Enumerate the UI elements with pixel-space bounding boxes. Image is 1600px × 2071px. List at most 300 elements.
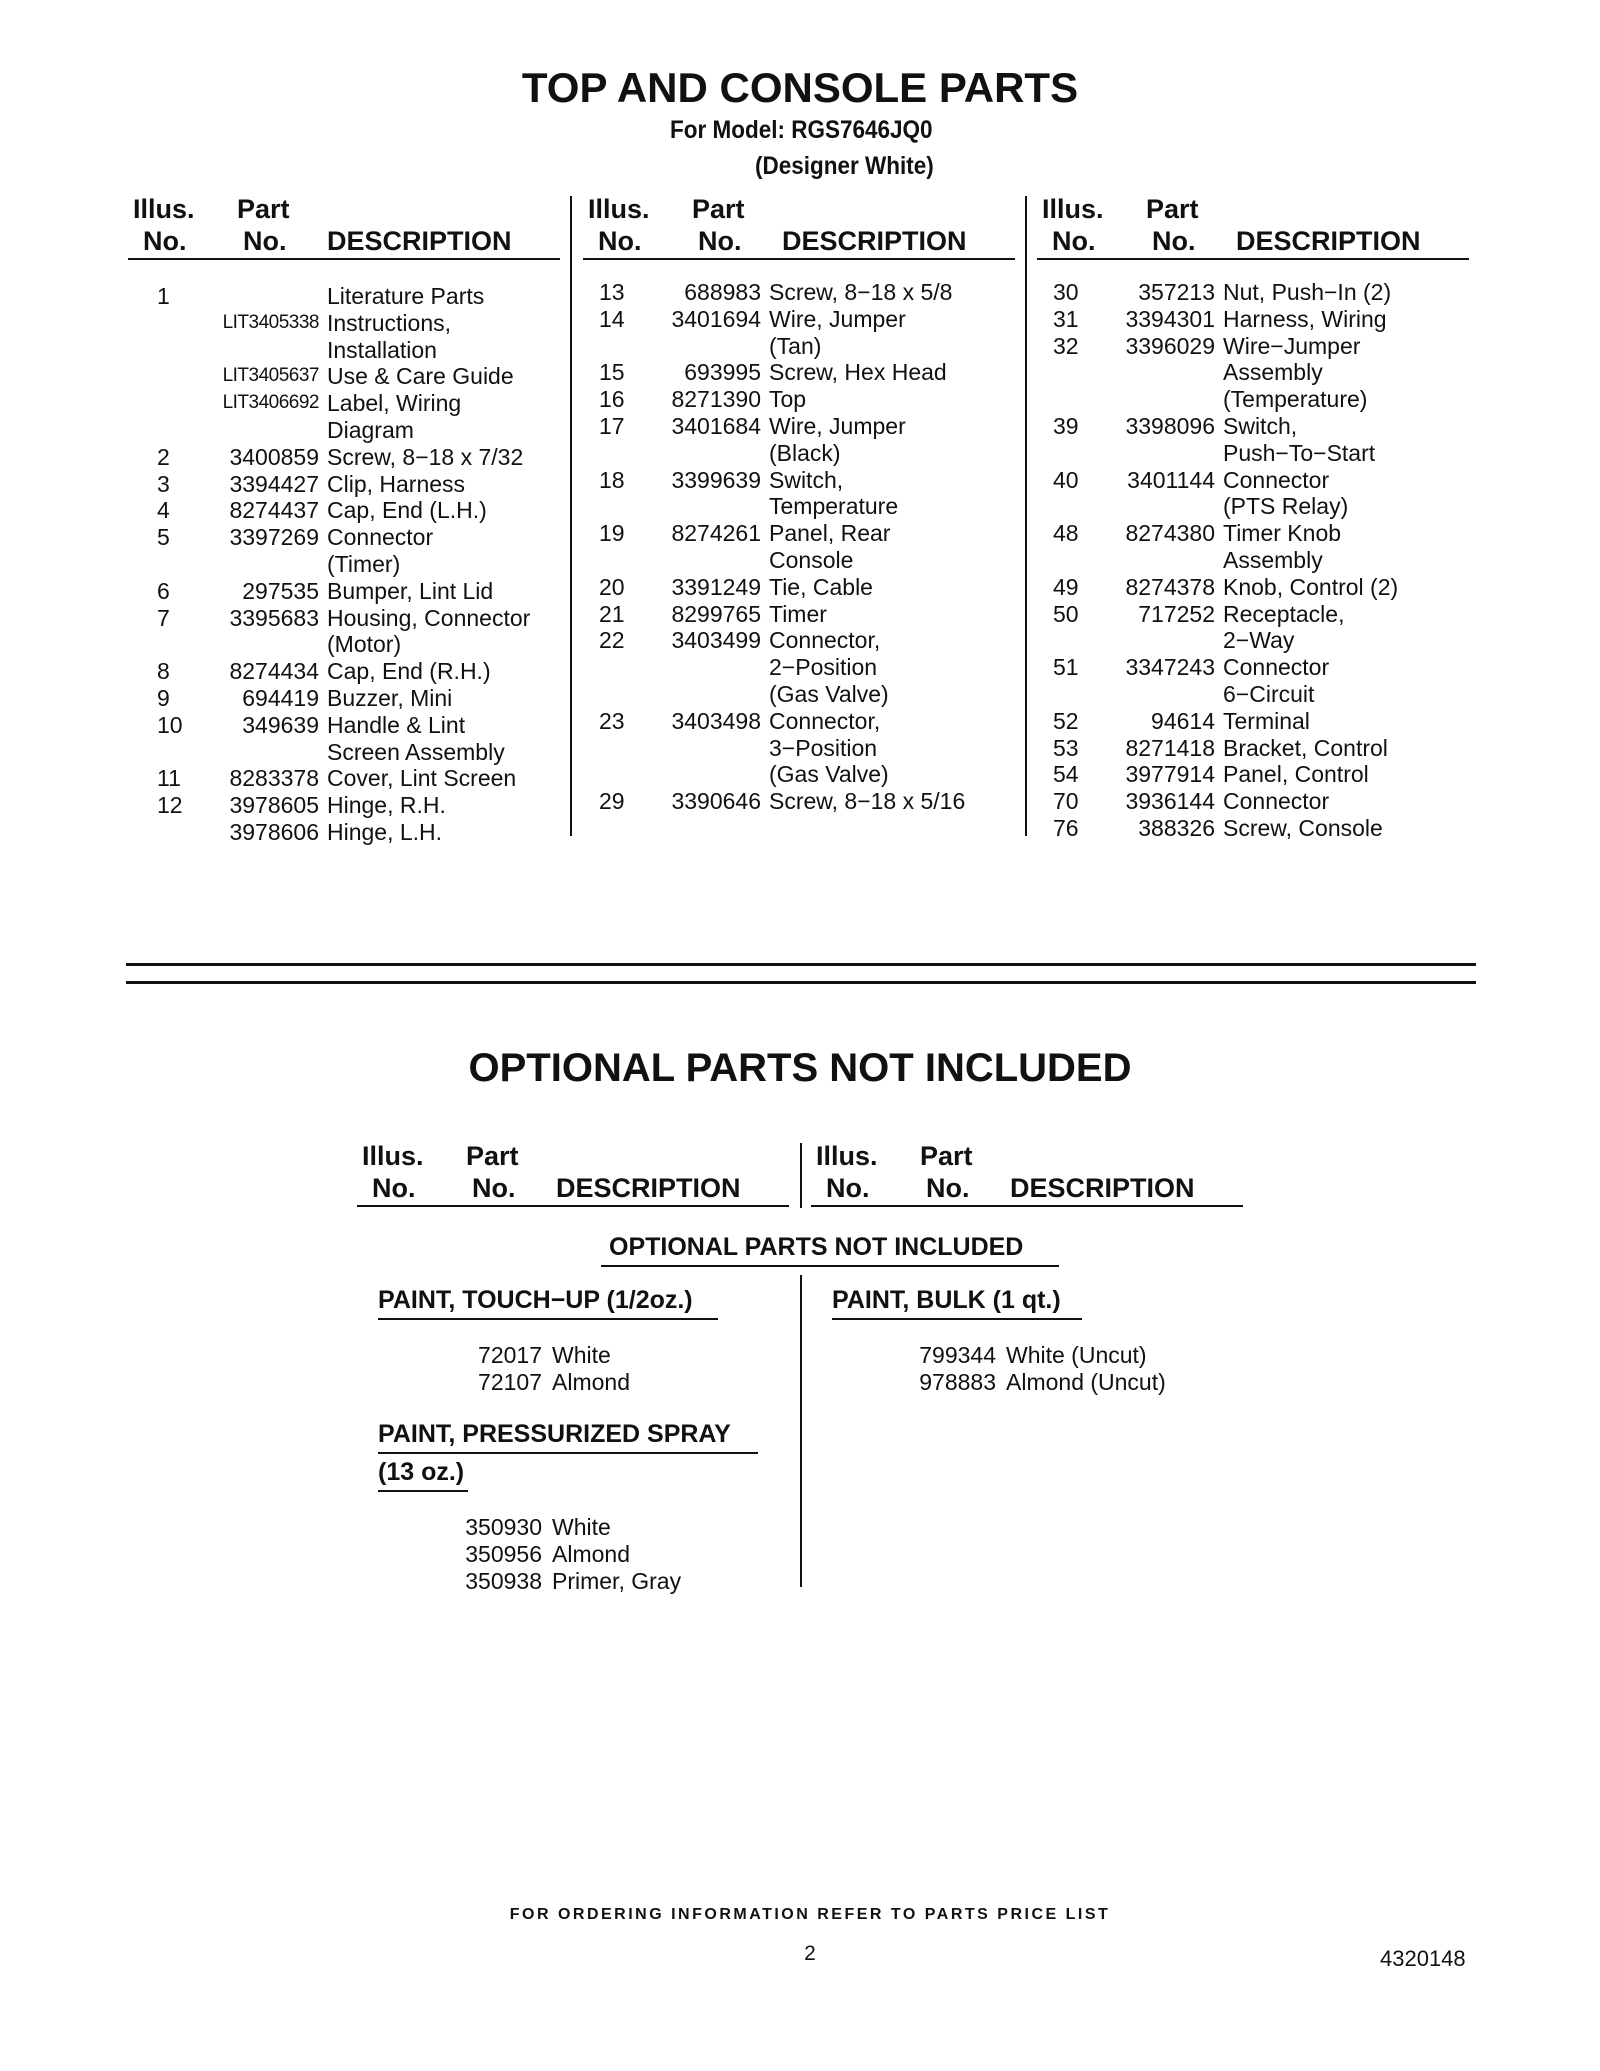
- illus-number: 49: [1053, 573, 1079, 600]
- description-line: Cover, Lint Screen: [327, 765, 517, 792]
- description-line: Hinge, L.H.: [327, 818, 443, 845]
- part-description: [327, 444, 567, 471]
- part-description: [769, 413, 1019, 467]
- header-description: DESCRIPTION: [327, 226, 512, 256]
- description-line: (Temperature): [1223, 386, 1368, 413]
- parts-row: [157, 819, 567, 846]
- description-line: Push−To−Start: [1223, 439, 1376, 466]
- part-number: 297535: [242, 577, 319, 604]
- parts-row: [157, 497, 567, 524]
- illus-number: 16: [599, 386, 625, 413]
- illus-number: 2: [157, 443, 170, 470]
- description-line: Wire, Jumper: [769, 412, 906, 439]
- parts-row: [157, 765, 567, 792]
- header-part: Part: [1146, 194, 1199, 224]
- part-number: 349639: [242, 711, 319, 738]
- parts-row: [1053, 574, 1473, 601]
- header-illus-no: No.: [372, 1173, 416, 1203]
- parts-row: [1053, 735, 1473, 762]
- illus-number: 20: [599, 573, 625, 600]
- description-line: (Tan): [769, 332, 822, 359]
- parts-row: [599, 574, 1019, 601]
- description-line: 6−Circuit: [1223, 680, 1315, 707]
- illus-number: 31: [1053, 305, 1079, 332]
- part-number: 350930: [465, 1514, 542, 1540]
- part-number: 8271418: [1125, 734, 1215, 761]
- illus-number: 76: [1053, 814, 1079, 841]
- part-number: 3396029: [1125, 332, 1215, 359]
- description-line: Screw, 8−18 x 7/32: [327, 443, 524, 470]
- description-line: Cap, End (R.H.): [327, 658, 491, 685]
- illus-number: 52: [1053, 707, 1079, 734]
- part-description: [769, 520, 1019, 574]
- part-description: [1223, 735, 1473, 762]
- parts-row: [157, 444, 567, 471]
- part-number: 3978606: [229, 818, 319, 845]
- description-line: (Motor): [327, 631, 402, 658]
- parts-list-column-3: [1053, 279, 1473, 842]
- header-illus: Illus.: [362, 1141, 424, 1171]
- illus-number: 22: [599, 627, 625, 654]
- part-number: 72017: [478, 1342, 542, 1368]
- parts-row: [1053, 279, 1473, 306]
- bulk-heading: PAINT, BULK (1 qt.): [832, 1286, 1061, 1314]
- description-line: Buzzer, Mini: [327, 684, 453, 711]
- description-line: Terminal: [1223, 707, 1310, 734]
- description-line: Housing, Connector: [327, 604, 531, 631]
- part-number: 3978605: [229, 792, 319, 819]
- part-number: 688983: [684, 279, 761, 305]
- description-line: Handle & Lint: [327, 711, 466, 738]
- illus-number: 21: [599, 600, 625, 627]
- header-illus: Illus.: [133, 194, 195, 224]
- section-divider-top: [126, 963, 1476, 966]
- header-part: Part: [237, 194, 290, 224]
- part-number: 694419: [242, 684, 319, 711]
- part-number: 3403498: [671, 707, 761, 734]
- parts-row: [1053, 708, 1473, 735]
- parts-row: [1053, 788, 1473, 815]
- part-number: 3397269: [229, 524, 319, 551]
- description-line: Use & Care Guide: [327, 363, 514, 390]
- header-underline: [128, 258, 560, 260]
- part-number: 8274378: [1125, 573, 1215, 600]
- part-number: 72107: [478, 1368, 542, 1395]
- part-description: [327, 792, 567, 819]
- part-description: [769, 708, 1019, 788]
- parts-row: [599, 413, 1019, 467]
- description-line: 2−Position: [769, 654, 878, 681]
- header-underline: [811, 1205, 1243, 1207]
- description-line: Diagram: [327, 416, 414, 443]
- description-line: Wire−Jumper: [1223, 332, 1361, 359]
- parts-row: [599, 306, 1019, 360]
- model-line: For Model: RGS7646JQ0: [670, 116, 933, 144]
- illus-number: 32: [1053, 332, 1079, 359]
- part-number: 8283378: [229, 765, 319, 792]
- part-description: [327, 819, 567, 846]
- illus-number: 54: [1053, 761, 1079, 788]
- description-line: Instructions,: [327, 309, 451, 336]
- part-description: [769, 279, 1019, 306]
- parts-row: [157, 658, 567, 685]
- header-part-no: No.: [1152, 226, 1196, 256]
- part-description: [327, 497, 567, 524]
- illus-number: 13: [599, 279, 625, 305]
- illus-number: [157, 819, 207, 846]
- parts-row: [157, 578, 567, 605]
- part-number: 94614: [1151, 707, 1215, 734]
- illus-number: 53: [1053, 734, 1079, 761]
- part-description: [769, 574, 1019, 601]
- part-number: 3391249: [671, 573, 761, 600]
- part-number: 3401684: [671, 412, 761, 439]
- part-description: [769, 467, 1019, 521]
- illus-number: 7: [157, 604, 170, 631]
- parts-list-column-2: [599, 279, 1019, 815]
- illus-number: 3: [157, 470, 170, 497]
- header-illus-no: No.: [1052, 226, 1096, 256]
- header-part: Part: [692, 194, 745, 224]
- illus-number: 11: [157, 765, 181, 792]
- parts-list-column-1: [157, 283, 567, 846]
- parts-row: [1053, 761, 1473, 788]
- part-description: [769, 306, 1019, 360]
- header-underline: [357, 1205, 789, 1207]
- part-number: 3390646: [671, 788, 761, 815]
- part-description: [327, 310, 567, 364]
- part-number: 8299765: [671, 600, 761, 627]
- description-line: (PTS Relay): [1223, 493, 1349, 520]
- part-number: 350956: [465, 1540, 542, 1567]
- description-line: Panel, Rear: [769, 520, 891, 547]
- header-description: DESCRIPTION: [556, 1173, 741, 1203]
- part-number: 3394301: [1125, 305, 1215, 332]
- part-number: 357213: [1138, 279, 1215, 305]
- description-line: Hinge, R.H.: [327, 792, 446, 819]
- illus-number: 4: [157, 497, 170, 524]
- description-line: Knob, Control (2): [1223, 573, 1399, 600]
- part-number: 3977914: [1125, 761, 1215, 788]
- illus-number: [157, 310, 207, 364]
- header-part-no: No.: [243, 226, 287, 256]
- illus-number: 14: [599, 305, 625, 332]
- illus-number: 12: [157, 792, 183, 819]
- optional-part-row: [452, 1541, 681, 1568]
- description-line: 3−Position: [769, 734, 878, 761]
- description-line: Panel, Control: [1223, 761, 1369, 788]
- part-description: [327, 283, 567, 310]
- part-description: [1223, 708, 1473, 735]
- illus-number: 17: [599, 412, 625, 439]
- optional-part-row: [452, 1568, 681, 1595]
- illus-number: 39: [1053, 412, 1079, 439]
- spray-heading: PAINT, PRESSURIZED SPRAY: [378, 1420, 731, 1448]
- part-description: [327, 578, 567, 605]
- spray-list: [452, 1514, 681, 1594]
- parts-row: [157, 792, 567, 819]
- parts-row: [599, 467, 1019, 521]
- part-number: [207, 283, 327, 310]
- description-line: Receptacle,: [1223, 600, 1345, 627]
- description-line: (Gas Valve): [769, 680, 889, 707]
- part-number: 3401144: [1127, 466, 1215, 493]
- parts-row: [1053, 815, 1473, 842]
- color-line: (Designer White): [755, 152, 934, 180]
- description-line: Nut, Push−In (2): [1223, 279, 1392, 305]
- column-divider: [800, 1275, 802, 1587]
- optional-part-row: [906, 1369, 1166, 1396]
- part-description: [769, 627, 1019, 707]
- touchup-heading: PAINT, TOUCH−UP (1/2oz.): [378, 1286, 693, 1314]
- part-description: [327, 658, 567, 685]
- illus-number: 9: [157, 684, 170, 711]
- part-description: [1223, 574, 1473, 601]
- page-number: 2: [804, 1942, 816, 1965]
- description-line: Wire, Jumper: [769, 305, 906, 332]
- parts-row: [157, 363, 567, 390]
- illus-number: 30: [1053, 279, 1079, 305]
- part-description: [769, 386, 1019, 413]
- optional-part-row: [452, 1369, 630, 1396]
- description-line: Connector: [327, 524, 434, 551]
- header-illus: Illus.: [588, 194, 650, 224]
- illus-number: 1: [157, 283, 170, 309]
- part-description: White: [552, 1342, 611, 1368]
- parts-row: [1053, 654, 1473, 708]
- part-number: LIT3405338: [222, 311, 319, 333]
- illus-number: 23: [599, 707, 625, 734]
- part-description: [327, 390, 567, 444]
- description-line: Switch,: [1223, 412, 1298, 439]
- description-line: Connector: [1223, 788, 1330, 815]
- description-line: Bumper, Lint Lid: [327, 577, 494, 604]
- part-description: White: [552, 1514, 611, 1540]
- part-number: 3399639: [671, 466, 761, 493]
- part-number: 717252: [1138, 600, 1215, 627]
- part-description: [327, 765, 567, 792]
- header-part-no: No.: [472, 1173, 516, 1203]
- part-description: [1223, 815, 1473, 842]
- header-part: Part: [466, 1141, 519, 1171]
- bulk-list: [906, 1342, 1166, 1396]
- illus-number: 5: [157, 524, 170, 551]
- parts-row: [157, 685, 567, 712]
- description-line: Clip, Harness: [327, 470, 466, 497]
- description-line: Timer Knob: [1223, 520, 1342, 547]
- part-number: 693995: [684, 359, 761, 386]
- touchup-list: [452, 1342, 630, 1396]
- illus-number: [157, 390, 207, 444]
- header-illus-no: No.: [143, 226, 187, 256]
- header-underline: [1037, 258, 1469, 260]
- section-divider-bottom: [126, 981, 1476, 984]
- header-illus-no: No.: [598, 226, 642, 256]
- description-line: Installation: [327, 336, 437, 363]
- spray-heading-size-underline: [378, 1490, 468, 1492]
- parts-row: [157, 390, 567, 444]
- illus-number: 48: [1053, 520, 1079, 547]
- header-illus: Illus.: [1042, 194, 1104, 224]
- part-description: [769, 359, 1019, 386]
- part-number: 8274434: [229, 658, 319, 685]
- page-title: TOP AND CONSOLE PARTS: [521, 64, 1079, 111]
- illus-number: [157, 363, 207, 390]
- description-line: Screen Assembly: [327, 738, 505, 765]
- parts-row: [599, 708, 1019, 788]
- ordering-note: FOR ORDERING INFORMATION REFER TO PARTS PRICE LIST: [509, 1906, 1111, 1923]
- document-number: 4320148: [1380, 1946, 1466, 1971]
- part-description: [327, 363, 567, 390]
- part-description: [327, 685, 567, 712]
- parts-row: [1053, 520, 1473, 574]
- header-description: DESCRIPTION: [1010, 1173, 1195, 1203]
- parts-row: [599, 386, 1019, 413]
- description-line: Console: [769, 546, 854, 573]
- parts-row: [157, 712, 567, 766]
- illus-number: 51: [1053, 654, 1079, 681]
- illus-number: 15: [599, 359, 625, 386]
- optional-part-row: [452, 1514, 681, 1541]
- part-description: [1223, 279, 1473, 306]
- optional-section-title: OPTIONAL PARTS NOT INCLUDED: [468, 1046, 1132, 1090]
- illus-number: 29: [599, 788, 625, 815]
- part-number: LIT3405637: [222, 365, 319, 387]
- part-description: Almond: [552, 1540, 630, 1567]
- part-description: [1223, 601, 1473, 655]
- description-line: Connector,: [769, 707, 881, 734]
- column-divider: [570, 196, 572, 836]
- illus-number: 18: [599, 466, 625, 493]
- part-description: [1223, 413, 1473, 467]
- parts-row: [599, 279, 1019, 306]
- description-line: Screw, 8−18 x 5/16: [769, 788, 966, 815]
- illus-number: 8: [157, 658, 170, 685]
- part-description: White (Uncut): [1006, 1342, 1147, 1368]
- part-number: 8274261: [671, 520, 761, 547]
- parts-row: [157, 524, 567, 578]
- illus-number: 6: [157, 577, 170, 604]
- description-line: Assembly: [1223, 359, 1323, 386]
- part-description: [1223, 333, 1473, 413]
- description-line: Screw, Hex Head: [769, 359, 947, 386]
- header-part: Part: [920, 1141, 973, 1171]
- header-part-no: No.: [698, 226, 742, 256]
- part-description: [1223, 520, 1473, 574]
- description-line: (Black): [769, 439, 841, 466]
- illus-number: 50: [1053, 600, 1079, 627]
- parts-row: [599, 627, 1019, 707]
- parts-row: [157, 605, 567, 659]
- part-description: [1223, 654, 1473, 708]
- part-number: 8274437: [229, 497, 319, 524]
- part-number: 3403499: [671, 627, 761, 654]
- optional-subtitle-underline: [601, 1265, 1059, 1267]
- touchup-heading-underline: [378, 1318, 718, 1320]
- part-description: [327, 524, 567, 578]
- illus-number: 40: [1053, 466, 1079, 493]
- parts-row: [1053, 467, 1473, 521]
- parts-row: [1053, 601, 1473, 655]
- description-line: Label, Wiring: [327, 390, 462, 417]
- description-line: Assembly: [1223, 546, 1323, 573]
- description-line: Tie, Cable: [769, 573, 873, 600]
- part-description: Primer, Gray: [552, 1567, 682, 1594]
- parts-row: [1053, 306, 1473, 333]
- parts-row: [1053, 413, 1473, 467]
- part-number: 978883: [919, 1368, 996, 1395]
- description-line: Connector: [1223, 654, 1330, 681]
- spray-heading-size: (13 oz.): [378, 1458, 465, 1486]
- parts-row: [157, 310, 567, 364]
- illus-number: 70: [1053, 788, 1079, 815]
- description-line: Connector: [1223, 466, 1330, 493]
- illus-number: 19: [599, 520, 625, 547]
- part-number: 8271390: [671, 386, 761, 413]
- description-line: Literature Parts: [327, 283, 485, 309]
- illus-number: 10: [157, 711, 183, 738]
- description-line: Screw, 8−18 x 5/8: [769, 279, 953, 305]
- description-line: Connector,: [769, 627, 881, 654]
- header-underline: [583, 258, 1015, 260]
- header-illus-no: No.: [826, 1173, 870, 1203]
- part-description: [327, 605, 567, 659]
- part-description: [769, 788, 1019, 815]
- description-line: Temperature: [769, 493, 899, 520]
- description-line: Timer: [769, 600, 827, 627]
- part-number: LIT3406692: [222, 392, 319, 414]
- bulk-heading-underline: [832, 1318, 1082, 1320]
- part-number: 3400859: [229, 443, 319, 470]
- part-description: [769, 601, 1019, 628]
- optional-part-row: [906, 1342, 1166, 1369]
- part-description: [1223, 761, 1473, 788]
- parts-row: [599, 359, 1019, 386]
- header-description: DESCRIPTION: [1236, 226, 1421, 256]
- optional-subtitle: OPTIONAL PARTS NOT INCLUDED: [609, 1233, 1024, 1261]
- optional-part-row: [452, 1342, 630, 1369]
- parts-row: [157, 471, 567, 498]
- part-description: [1223, 467, 1473, 521]
- parts-row: [157, 283, 567, 310]
- description-line: (Gas Valve): [769, 761, 889, 788]
- column-divider: [1025, 196, 1027, 836]
- description-line: 2−Way: [1223, 627, 1295, 654]
- parts-row: [599, 601, 1019, 628]
- description-line: Harness, Wiring: [1223, 305, 1387, 332]
- spray-heading-underline: [378, 1452, 758, 1454]
- header-illus: Illus.: [816, 1141, 878, 1171]
- parts-row: [599, 520, 1019, 574]
- part-description: Almond: [552, 1368, 630, 1395]
- parts-row: [1053, 333, 1473, 413]
- part-number: 3395683: [229, 604, 319, 631]
- header-part-no: No.: [926, 1173, 970, 1203]
- part-description: [327, 471, 567, 498]
- description-line: Bracket, Control: [1223, 734, 1388, 761]
- description-line: Switch,: [769, 466, 844, 493]
- part-number: 3398096: [1125, 412, 1215, 439]
- header-description: DESCRIPTION: [782, 226, 967, 256]
- description-line: Cap, End (L.H.): [327, 497, 487, 524]
- part-number: 388326: [1138, 814, 1215, 841]
- description-line: Screw, Console: [1223, 814, 1383, 841]
- part-number: 3394427: [229, 470, 319, 497]
- part-number: 799344: [919, 1342, 996, 1368]
- description-line: Top: [769, 386, 807, 413]
- parts-row: [599, 788, 1019, 815]
- part-number: 350938: [465, 1567, 542, 1594]
